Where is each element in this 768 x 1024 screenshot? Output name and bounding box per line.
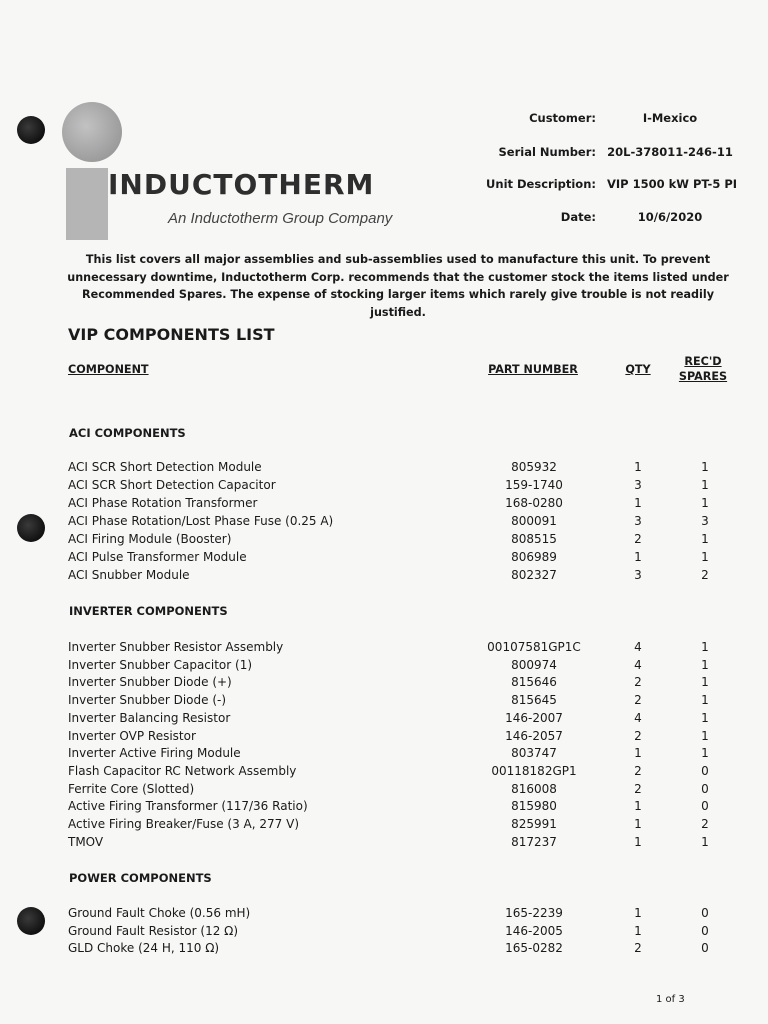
quantity: 4 (634, 710, 642, 725)
table-row (0, 693, 768, 711)
part-number: 146-2057 (505, 728, 563, 743)
component-name: Inverter OVP Resistor (68, 728, 196, 743)
part-number: 815645 (511, 693, 557, 708)
component-name: Flash Capacitor RC Network Assembly (68, 763, 297, 778)
recommended-spares: 1 (701, 532, 709, 546)
part-number: 146-2005 (505, 923, 563, 938)
logo-circle (62, 102, 122, 162)
section-title-inverter: INVERTER COMPONENTS (69, 604, 228, 618)
intro-line: unnecessary downtime, Inductotherm Corp. recommends that the customer stock the items listed under (67, 270, 729, 284)
component-name: TMOV (68, 834, 104, 849)
part-number: 825991 (511, 817, 557, 831)
quantity: 1 (634, 746, 642, 761)
table-row (0, 746, 768, 764)
intro-line: This list covers all major assemblies and sub-assemblies used to manufacture this unit. To prevent (85, 253, 711, 266)
component-name: Ground Fault Choke (0.56 mH) (68, 906, 251, 920)
component-name: ACI Pulse Transformer Module (68, 550, 247, 564)
table-row (0, 496, 768, 514)
component-name: ACI SCR Short Detection Capacitor (68, 478, 276, 492)
unit-description-value: VIP 1500 kW PT-5 PI (607, 177, 738, 191)
quantity: 3 (634, 514, 642, 528)
component-name: ACI Phase Rotation/Lost Phase Fuse (0.25 A) (68, 514, 334, 528)
spares-header-line: REC'D (684, 355, 722, 368)
component-name: Active Firing Breaker/Fuse (3 A, 277 V) (68, 817, 299, 831)
table-row (0, 817, 768, 835)
quantity: 1 (634, 923, 642, 938)
part-number: 168-0280 (505, 496, 563, 510)
quantity: 1 (634, 906, 642, 920)
component-name: Inverter Snubber Resistor Assembly (68, 640, 284, 654)
logo-stem (66, 168, 108, 240)
section-title-aci: ACI COMPONENTS (69, 426, 186, 440)
quantity: 1 (634, 834, 642, 849)
quantity: 1 (634, 460, 642, 474)
column-header-component: COMPONENT (68, 363, 149, 376)
intro-paragraph (60, 251, 736, 321)
table-row (0, 478, 768, 496)
quantity: 2 (634, 728, 642, 743)
component-name: Inverter Snubber Diode (-) (68, 693, 227, 708)
component-name: Active Firing Transformer (117/36 Ratio) (68, 799, 308, 814)
list-title: VIP COMPONENTS LIST (68, 325, 275, 344)
part-number: 800091 (511, 514, 557, 528)
quantity: 1 (634, 817, 642, 831)
component-name: Inverter Snubber Diode (+) (68, 675, 232, 690)
section-title-power: POWER COMPONENTS (69, 871, 212, 885)
table-row (0, 906, 768, 924)
recommended-spares: 0 (701, 763, 709, 778)
quantity: 2 (634, 675, 642, 690)
part-number: 802327 (511, 568, 557, 582)
table-row (0, 460, 768, 478)
quantity: 2 (634, 781, 642, 796)
quantity: 2 (634, 941, 642, 955)
quantity: 4 (634, 640, 642, 654)
recommended-spares: 0 (701, 906, 709, 920)
recommended-spares: 2 (701, 817, 709, 831)
quantity: 3 (634, 478, 642, 492)
quantity: 4 (634, 657, 642, 672)
table-row (0, 729, 768, 747)
recommended-spares: 1 (701, 550, 709, 564)
quantity: 2 (634, 532, 642, 546)
recommended-spares: 1 (701, 728, 709, 743)
recommended-spares: 1 (701, 478, 709, 492)
part-number: 00107581GP1C (487, 640, 581, 654)
recommended-spares: 1 (701, 496, 709, 510)
serial-number-value: 20L-378011-246-11 (607, 145, 733, 159)
column-header-part-number: PART NUMBER (488, 363, 578, 376)
serial-number-label: Serial Number: (498, 145, 596, 159)
recommended-spares: 2 (701, 568, 709, 582)
table-row (0, 640, 768, 658)
recommended-spares: 1 (701, 675, 709, 690)
quantity: 1 (634, 799, 642, 814)
spares-header-line: SPARES (678, 370, 728, 383)
table-row (0, 782, 768, 800)
recommended-spares: 1 (701, 693, 709, 708)
intro-line: Recommended Spares. The expense of stocking larger items which rarely give trouble is not readily justified. (82, 288, 714, 319)
part-number: 803747 (511, 746, 557, 761)
recommended-spares: 1 (701, 460, 709, 474)
page-number: 1 of 3 (656, 994, 685, 1005)
recommended-spares: 1 (701, 834, 709, 849)
part-number: 800974 (511, 657, 557, 672)
table-row (0, 711, 768, 729)
component-name: ACI Firing Module (Booster) (68, 532, 232, 546)
part-number: 146-2007 (505, 710, 563, 725)
table-row (0, 658, 768, 676)
component-name: Ground Fault Resistor (12 Ω) (68, 923, 238, 938)
recommended-spares: 0 (701, 781, 709, 796)
table-row (0, 514, 768, 532)
table-row (0, 924, 768, 942)
component-name: ACI SCR Short Detection Module (68, 460, 262, 474)
table-row (0, 532, 768, 550)
logo-brand-name: INDUCTOTHERM (108, 168, 375, 201)
component-name: ACI Snubber Module (68, 568, 190, 582)
part-number: 815980 (511, 799, 557, 814)
part-number: 817237 (511, 834, 557, 849)
table-row (0, 764, 768, 782)
component-name: ACI Phase Rotation Transformer (68, 496, 258, 510)
recommended-spares: 3 (701, 514, 709, 528)
quantity: 1 (634, 496, 642, 510)
recommended-spares: 0 (701, 923, 709, 938)
table-row (0, 568, 768, 586)
table-row (0, 835, 768, 853)
component-name: Ferrite Core (Slotted) (68, 781, 195, 796)
part-number: 816008 (511, 781, 557, 796)
quantity: 2 (634, 693, 642, 708)
column-header-spares (675, 354, 731, 384)
date-label: Date: (560, 210, 596, 224)
recommended-spares: 0 (701, 799, 709, 814)
part-number: 808515 (511, 532, 557, 546)
recommended-spares: 1 (701, 657, 709, 672)
recommended-spares: 1 (701, 710, 709, 725)
recommended-spares: 0 (701, 941, 709, 955)
date-value: 10/6/2020 (637, 210, 703, 224)
customer-label: Customer: (529, 111, 596, 125)
component-name: GLD Choke (24 H, 110 Ω) (68, 941, 220, 955)
part-number: 165-2239 (505, 906, 563, 920)
part-number: 805932 (511, 460, 557, 474)
component-name: Inverter Active Firing Module (68, 746, 241, 761)
table-row (0, 941, 768, 959)
quantity: 1 (634, 550, 642, 564)
recommended-spares: 1 (701, 746, 709, 761)
column-header-qty: QTY (625, 363, 651, 376)
component-name: Inverter Balancing Resistor (68, 710, 231, 725)
quantity: 3 (634, 568, 642, 582)
table-row (0, 675, 768, 693)
component-name: Inverter Snubber Capacitor (1) (68, 657, 253, 672)
part-number: 00118182GP1 (491, 763, 577, 778)
quantity: 2 (634, 763, 642, 778)
customer-value: I-Mexico (642, 111, 698, 125)
part-number: 165-0282 (505, 941, 563, 955)
unit-description-label: Unit Description: (486, 177, 596, 191)
part-number: 159-1740 (505, 478, 563, 492)
recommended-spares: 1 (701, 640, 709, 654)
binder-hole-top (17, 116, 45, 144)
table-row (0, 550, 768, 568)
part-number: 815646 (511, 675, 557, 690)
part-number: 806989 (511, 550, 557, 564)
table-row (0, 799, 768, 817)
logo-tagline: An Inductotherm Group Company (168, 210, 393, 227)
